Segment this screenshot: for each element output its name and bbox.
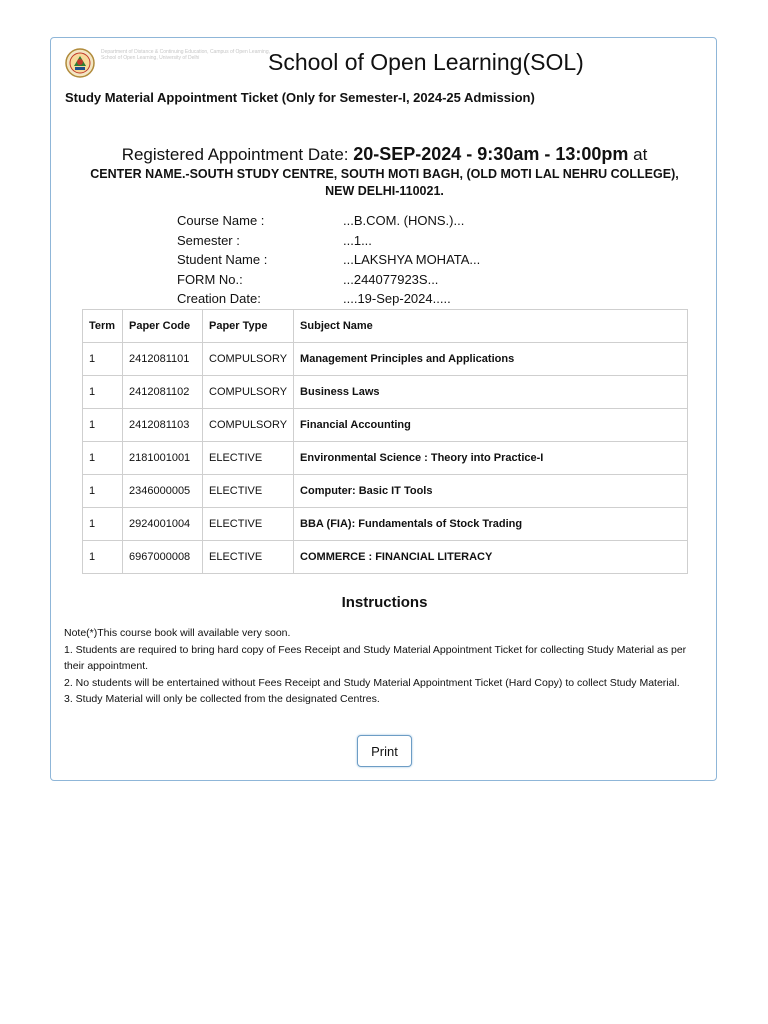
paper-code-cell: 2181001001 [123, 442, 203, 475]
subject-name-cell: Financial Accounting [294, 409, 688, 442]
instructions-title: Instructions [341, 594, 428, 611]
column-header: Paper Type [203, 310, 294, 343]
paper-type-cell: COMPULSORY [203, 343, 294, 376]
instruction-item: 3. Study Material will only be collected from the designated Centres. [64, 693, 380, 705]
ticket-title: Study Material Appointment Ticket (Only for Semester-I, 2024-25 Admission) [65, 90, 535, 105]
paper-type-cell: ELECTIVE [203, 541, 294, 574]
paper-type-cell: COMPULSORY [203, 409, 294, 442]
subject-name-cell: BBA (FIA): Fundamentals of Stock Trading [294, 508, 688, 541]
info-value: ...B.COM. (HONS.)... [343, 213, 465, 228]
subject-name-cell: Environmental Science : Theory into Practice-I [294, 442, 688, 475]
paper-type-cell: ELECTIVE [203, 475, 294, 508]
logo-caption: Department of Distance & Continuing Education, Campus of Open Learning, School of Open Learning, University of Delhi [101, 49, 270, 61]
subject-name-cell: Computer: Basic IT Tools [294, 475, 688, 508]
info-value: ...LAKSHYA MOHATA... [343, 252, 481, 267]
info-value: ...1... [343, 232, 372, 248]
instruction-note: Note(*)This course book will available very soon. [64, 627, 291, 639]
table-row [83, 376, 688, 409]
appointment-suffix: at [628, 145, 648, 164]
appointment-date: 20-SEP-2024 - 9:30am - 13:00pm [353, 144, 629, 164]
subject-name-cell: COMMERCE : FINANCIAL LITERACY [294, 541, 688, 574]
paper-code-cell: 2924001004 [123, 508, 203, 541]
term-cell: 1 [83, 376, 123, 409]
column-header: Paper Code [123, 310, 203, 343]
table-row [83, 442, 688, 475]
table-row [83, 508, 688, 541]
paper-code-cell: 2412081102 [123, 376, 203, 409]
paper-code-cell: 2412081103 [123, 409, 203, 442]
instruction-item: 2. No students will be entertained without Fees Receipt and Study Material Appointment Ticket (Hard Copy) to collect Study Material. [64, 676, 680, 689]
center-name: CENTER NAME.-SOUTH STUDY CENTRE, SOUTH MOTI BAGH, (OLD MOTI LAL NEHRU COLLEGE), NEW DELHI-110021. [90, 167, 679, 198]
info-value: ...244077923S... [343, 271, 439, 287]
term-cell: 1 [83, 409, 123, 442]
term-cell: 1 [83, 475, 123, 508]
ticket-card [50, 37, 717, 781]
header [63, 46, 703, 80]
papers-table [82, 309, 688, 574]
info-label: Student Name : [177, 252, 268, 267]
table-row [83, 409, 688, 442]
university-logo-icon [65, 48, 95, 78]
appointment-prefix: Registered Appointment Date: [121, 145, 354, 164]
table-row [83, 343, 688, 376]
paper-code-cell: 2346000005 [123, 475, 203, 508]
term-cell: 1 [83, 541, 123, 574]
term-cell: 1 [83, 508, 123, 541]
info-label: Course Name : [177, 213, 265, 228]
paper-type-cell: ELECTIVE [203, 442, 294, 475]
subject-name-cell: Management Principles and Applications [294, 343, 688, 376]
column-header: Subject Name [294, 310, 688, 343]
column-header: Term [83, 310, 123, 343]
subject-name-cell: Business Laws [294, 376, 688, 409]
term-cell: 1 [83, 343, 123, 376]
appointment-line [51, 142, 718, 167]
table-row [83, 475, 688, 508]
paper-type-cell: ELECTIVE [203, 508, 294, 541]
info-value: ....19-Sep-2024..... [343, 291, 451, 306]
paper-code-cell: 6967000008 [123, 541, 203, 574]
paper-code-cell: 2412081101 [123, 343, 203, 376]
instruction-item: 1. Students are required to bring hard copy of Fees Receipt and Study Material Appointment Ticket for collecting Study Material as per their appointment. [64, 643, 687, 672]
info-label: Creation Date: [177, 291, 261, 306]
info-label: Semester : [177, 232, 240, 248]
instructions-list [64, 625, 709, 708]
table-row [83, 541, 688, 574]
page-title: School of Open Learning(SOL) [268, 49, 584, 75]
info-label: FORM No.: [177, 271, 243, 287]
table-header-row [83, 310, 688, 343]
paper-type-cell: COMPULSORY [203, 376, 294, 409]
term-cell: 1 [83, 442, 123, 475]
print-button[interactable]: Print [357, 735, 412, 767]
